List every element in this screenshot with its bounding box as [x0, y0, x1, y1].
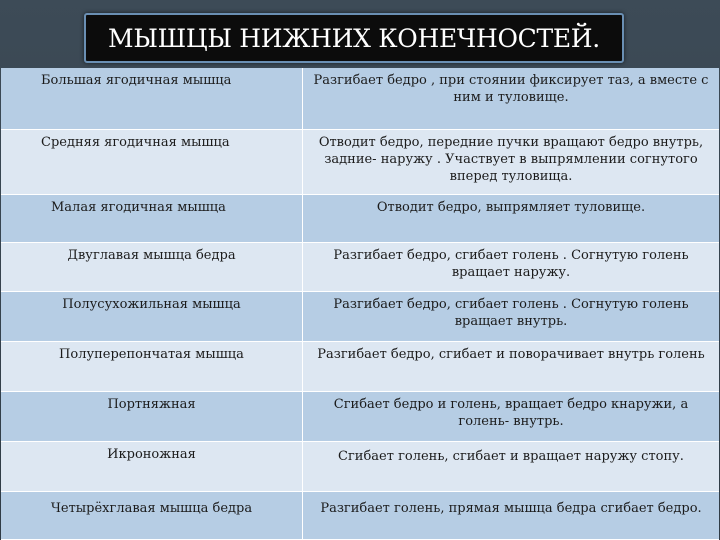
table-row: [1, 392, 719, 442]
muscle-function-cell: Сгибает бедро и голень, вращает бедро кнаружи, а голень- внутрь.: [303, 392, 719, 442]
muscle-name-cell: Икроножная: [1, 442, 303, 492]
muscle-name-cell: Двуглавая мышца бедра: [1, 243, 303, 292]
muscle-function-cell: Разгибает бедро, сгибает голень . Согнутую голень вращает наружу.: [303, 243, 719, 292]
muscle-name-cell: Большая ягодичная мышца: [1, 68, 303, 130]
muscle-name-cell: Портняжная: [1, 392, 303, 442]
page-title: МЫШЦЫ НИЖНИХ КОНЕЧНОСТЕЙ.: [108, 23, 600, 53]
muscle-table: [1, 68, 719, 540]
muscle-function-cell: Разгибает голень, прямая мышца бедра сгибает бедро.: [303, 492, 719, 540]
muscle-function-cell: Отводит бедро, передние пучки вращают бедро внутрь, задние- наружу . Участвует в выпрямлении согнутого вперед туловища.: [303, 130, 719, 195]
muscle-function-cell: Сгибает голень, сгибает и вращает наружу стопу.: [303, 442, 719, 492]
table-row: [1, 492, 719, 540]
muscle-function-cell: Отводит бедро, выпрямляет туловище.: [303, 195, 719, 243]
muscle-name-cell: Малая ягодичная мышца: [1, 195, 303, 243]
muscle-name-cell: Полусухожильная мышца: [1, 292, 303, 342]
muscle-name-cell: Полуперепончатая мышца: [1, 342, 303, 392]
muscle-function-cell: Разгибает бедро, сгибает и поворачивает внутрь голень: [303, 342, 719, 392]
muscle-function-cell: Разгибает бедро , при стоянии фиксирует таз, а вместе с ним и туловище.: [303, 68, 719, 130]
table-row: [1, 243, 719, 292]
table-row: [1, 68, 719, 130]
muscle-name-cell: Четырёхглавая мышца бедра: [1, 492, 303, 540]
muscle-function-cell: Разгибает бедро, сгибает голень . Согнутую голень вращает внутрь.: [303, 292, 719, 342]
table-row: [1, 442, 719, 492]
title-banner: [84, 13, 624, 63]
table-row: [1, 130, 719, 195]
muscle-name-cell: Средняя ягодичная мышца: [1, 130, 303, 195]
table-row: [1, 195, 719, 243]
table-row: [1, 342, 719, 392]
table-row: [1, 292, 719, 342]
